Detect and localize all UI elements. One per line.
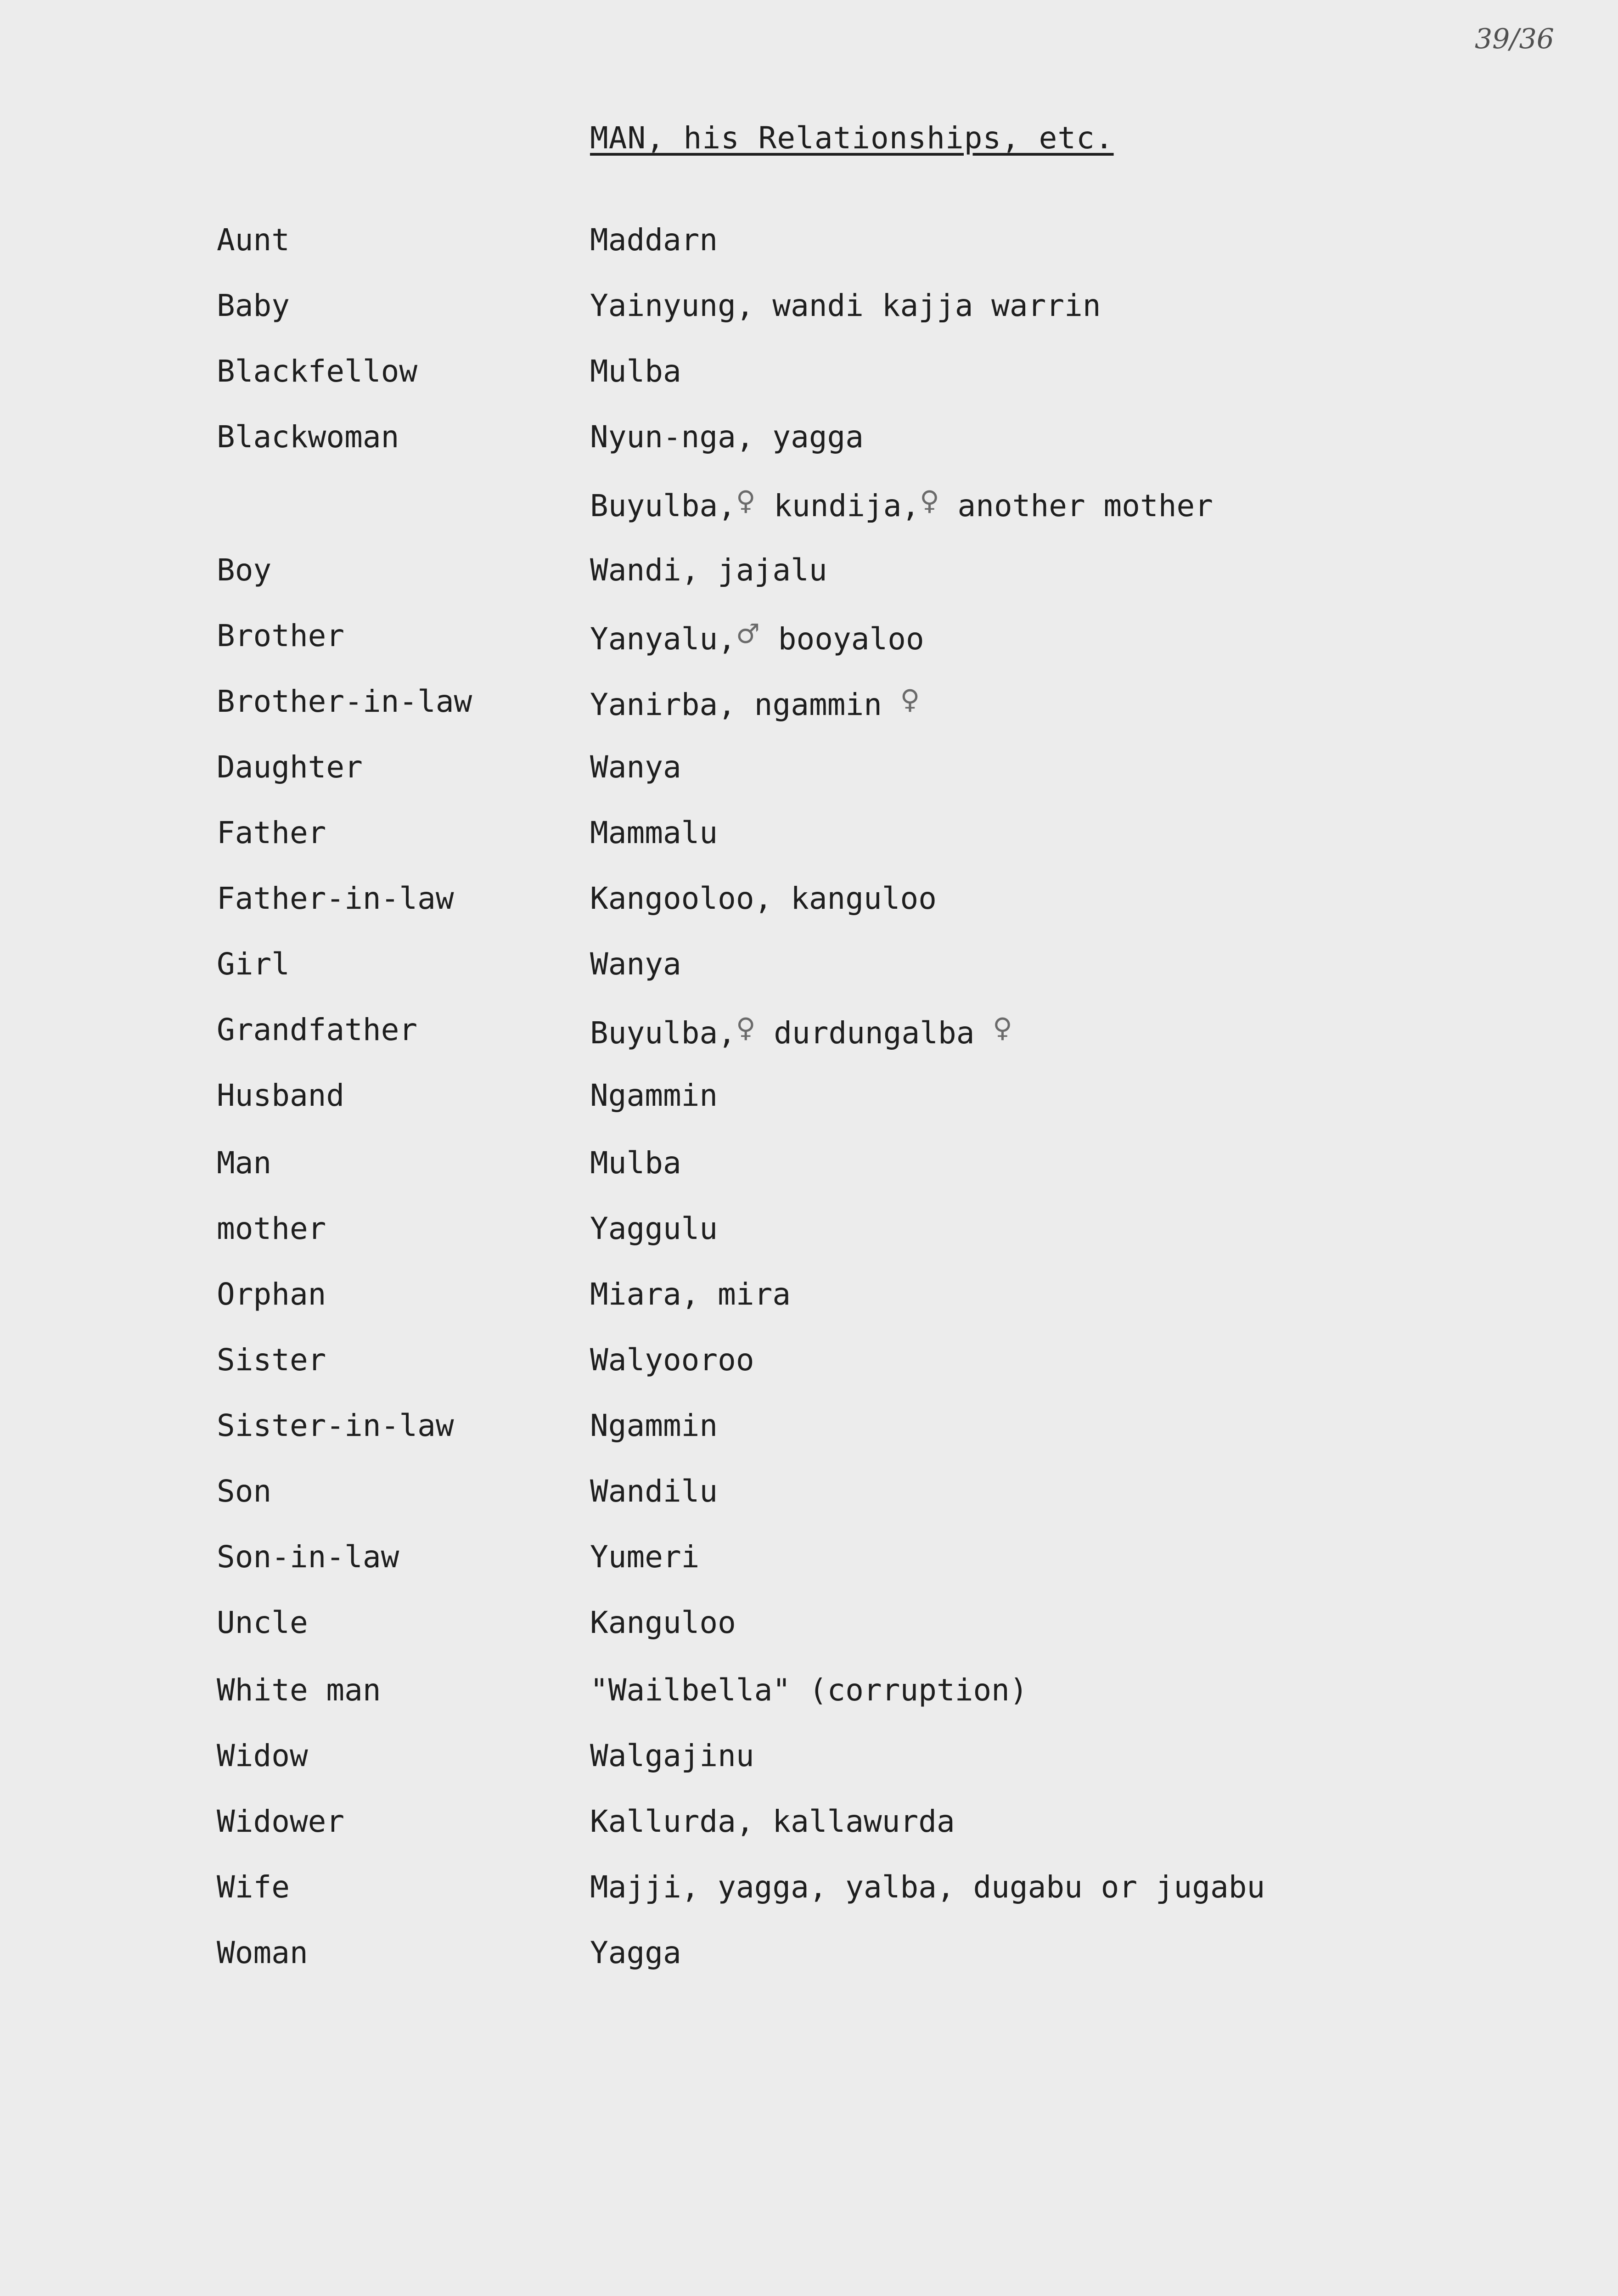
native-gloss: Wandilu bbox=[590, 1474, 718, 1509]
native-gloss: Yagga bbox=[590, 1935, 681, 1970]
entry-row bbox=[0, 1804, 1618, 1854]
english-term: Grandfather bbox=[217, 1012, 418, 1047]
female-symbol-icon: ♀ bbox=[736, 485, 756, 516]
native-gloss: Wanya bbox=[590, 749, 681, 785]
native-gloss: Ngammin bbox=[590, 1408, 718, 1443]
entry-row bbox=[0, 815, 1618, 866]
english-term: Blackfellow bbox=[217, 354, 418, 389]
native-gloss: Ngammin bbox=[590, 1078, 718, 1113]
entry-row bbox=[0, 485, 1618, 535]
native-gloss: Maddarn bbox=[590, 222, 718, 258]
native-gloss: Buyulba,♀ durdungalba ♀ bbox=[590, 1012, 1012, 1051]
english-term: Woman bbox=[217, 1935, 308, 1970]
english-term: White man bbox=[217, 1672, 381, 1708]
native-gloss: "Wailbella" (corruption) bbox=[590, 1672, 1028, 1708]
entry-row bbox=[0, 1277, 1618, 1327]
entry-row bbox=[0, 1474, 1618, 1524]
native-gloss: Walyooroo bbox=[590, 1342, 754, 1378]
english-term: Orphan bbox=[217, 1277, 326, 1312]
entry-row bbox=[0, 749, 1618, 800]
english-term: Blackwoman bbox=[217, 419, 399, 455]
english-term: Daughter bbox=[217, 749, 363, 785]
female-symbol-icon: ♀ bbox=[736, 1012, 756, 1043]
english-term: Wife bbox=[217, 1869, 290, 1905]
english-term: Father bbox=[217, 815, 326, 850]
female-symbol-icon: ♀ bbox=[900, 684, 920, 715]
document-title: MAN, his Relationships, etc. bbox=[590, 120, 1114, 156]
native-gloss: Yainyung, wandi kajja warrin bbox=[590, 288, 1101, 323]
native-gloss: Walgajinu bbox=[590, 1738, 754, 1773]
entry-row bbox=[0, 946, 1618, 997]
english-term: mother bbox=[217, 1211, 326, 1246]
english-term: Girl bbox=[217, 946, 290, 982]
english-term: Sister-in-law bbox=[217, 1408, 454, 1443]
entry-row bbox=[0, 552, 1618, 603]
entry-row bbox=[0, 1211, 1618, 1261]
english-term: Aunt bbox=[217, 222, 290, 258]
english-term: Father-in-law bbox=[217, 881, 454, 916]
native-gloss: Kanguloo bbox=[590, 1605, 736, 1640]
english-term: Widower bbox=[217, 1804, 345, 1839]
native-gloss: Yanyalu,♂ booyaloo bbox=[590, 618, 924, 657]
native-gloss: Kangooloo, kanguloo bbox=[590, 881, 937, 916]
native-gloss: Buyulba,♀ kundija,♀ another mother bbox=[590, 485, 1213, 523]
english-term: Man bbox=[217, 1145, 272, 1181]
native-gloss: Yanirba, ngammin ♀ bbox=[590, 684, 920, 722]
page-number: 39/36 bbox=[1475, 23, 1554, 55]
entry-row bbox=[0, 1738, 1618, 1789]
female-symbol-icon: ♀ bbox=[920, 485, 939, 516]
female-symbol-icon: ♀ bbox=[993, 1012, 1012, 1043]
entry-row bbox=[0, 1539, 1618, 1590]
entry-row bbox=[0, 881, 1618, 931]
english-term: Boy bbox=[217, 552, 272, 588]
english-term: Baby bbox=[217, 288, 290, 323]
english-term: Son-in-law bbox=[217, 1539, 399, 1575]
entry-row bbox=[0, 618, 1618, 669]
english-term: Sister bbox=[217, 1342, 326, 1378]
native-gloss: Mulba bbox=[590, 354, 681, 389]
english-term: Brother bbox=[217, 618, 345, 653]
entry-row bbox=[0, 1869, 1618, 1920]
native-gloss: Majji, yagga, yalba, dugabu or jugabu bbox=[590, 1869, 1265, 1905]
english-term: Uncle bbox=[217, 1605, 308, 1640]
entry-row bbox=[0, 354, 1618, 404]
native-gloss: Miara, mira bbox=[590, 1277, 791, 1312]
english-term: Widow bbox=[217, 1738, 308, 1773]
entry-row bbox=[0, 1935, 1618, 1986]
english-term: Husband bbox=[217, 1078, 345, 1113]
entry-row bbox=[0, 1078, 1618, 1128]
native-gloss: Mammalu bbox=[590, 815, 718, 850]
native-gloss: Wanya bbox=[590, 946, 681, 982]
native-gloss: Yumeri bbox=[590, 1539, 700, 1575]
english-term: Son bbox=[217, 1474, 272, 1509]
entry-row bbox=[0, 419, 1618, 470]
native-gloss: Wandi, jajalu bbox=[590, 552, 827, 588]
male-symbol-icon: ♂ bbox=[736, 618, 760, 649]
entry-row bbox=[0, 1605, 1618, 1655]
entry-row bbox=[0, 222, 1618, 273]
entry-row bbox=[0, 1408, 1618, 1458]
entry-row bbox=[0, 1342, 1618, 1393]
english-term: Brother-in-law bbox=[217, 684, 472, 719]
native-gloss: Yaggulu bbox=[590, 1211, 718, 1246]
entry-row bbox=[0, 1145, 1618, 1196]
native-gloss: Mulba bbox=[590, 1145, 681, 1181]
entry-row bbox=[0, 684, 1618, 734]
entry-row bbox=[0, 288, 1618, 338]
native-gloss: Kallurda, kallawurda bbox=[590, 1804, 955, 1839]
entry-row bbox=[0, 1672, 1618, 1723]
native-gloss: Nyun-nga, yagga bbox=[590, 419, 864, 455]
entry-row bbox=[0, 1012, 1618, 1063]
